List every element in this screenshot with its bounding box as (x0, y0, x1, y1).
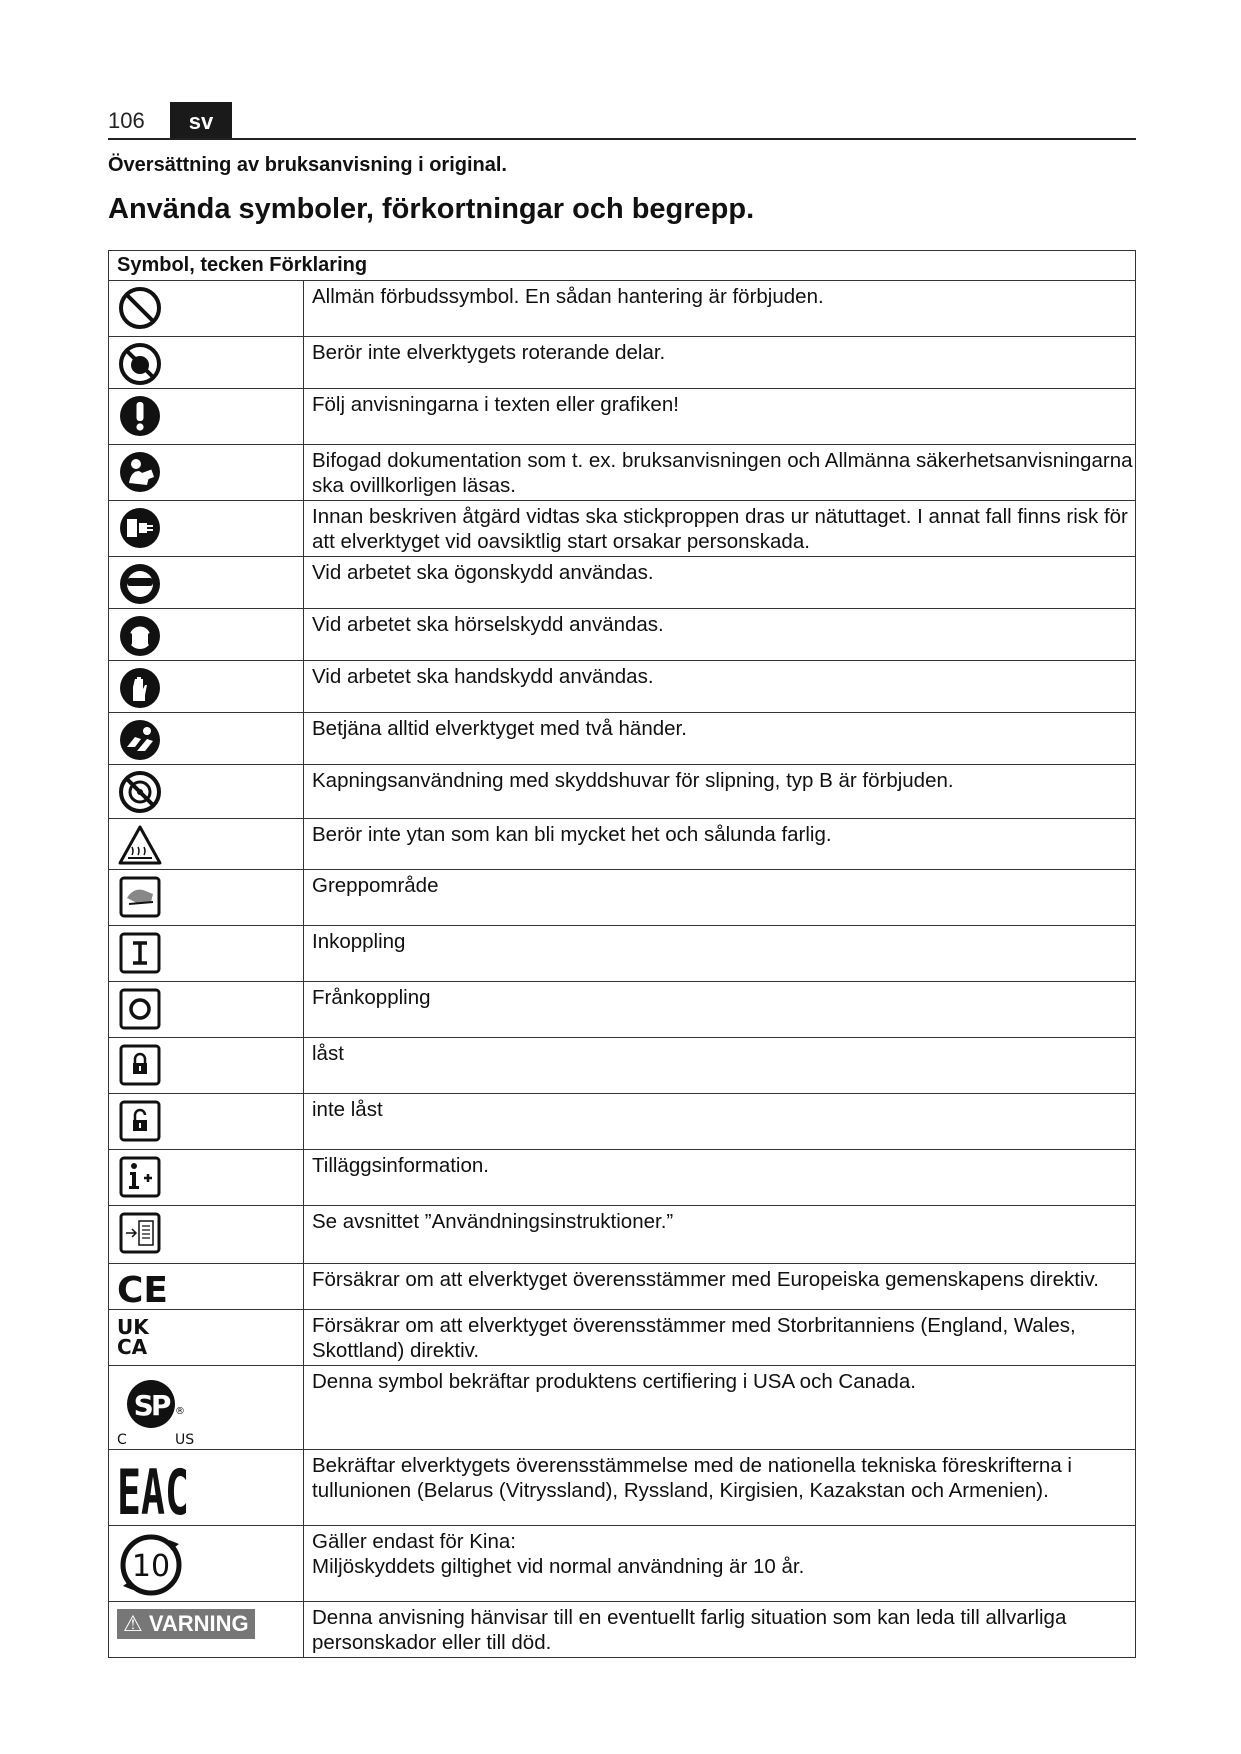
prohibition-icon (117, 285, 163, 331)
description-cell: Se avsnittet ”Användningsinstruktioner.” (304, 1206, 1136, 1264)
ear-protection-icon (117, 613, 163, 659)
unlocked-icon (117, 1098, 163, 1144)
symbol-cell (109, 1038, 304, 1094)
two-hands-icon (117, 717, 163, 763)
symbol-cell (109, 1094, 304, 1150)
description-cell: Inkoppling (304, 926, 1136, 982)
symbol-cell (109, 661, 304, 713)
symbol-cell (109, 1450, 304, 1529)
translation-note: Översättning av bruksanvisning i original. (108, 154, 507, 176)
switch-off-icon (117, 986, 163, 1032)
symbol-cell (109, 389, 304, 445)
page-title: Använda symboler, förkortningar och begrepp. (108, 193, 755, 225)
description-cell: Denna anvisning hänvisar till en eventuellt farlig situation som kan leda till allvarliga personskador eller till död. (304, 1602, 1136, 1658)
table-row (109, 1366, 1136, 1450)
symbol-cell (109, 1310, 304, 1366)
symbol-cell (109, 1366, 304, 1450)
symbol-cell (109, 926, 304, 982)
symbol-cell (109, 765, 304, 819)
description-cell: Denna symbol bekräftar produktens certifiering i USA och Canada. (304, 1366, 1136, 1450)
svg-text:®: ® (175, 1406, 185, 1417)
eac-mark-icon (117, 1454, 193, 1529)
table-row (109, 281, 1136, 337)
description-cell: Betjäna alltid elverktyget med två händer. (304, 713, 1136, 765)
table-row (109, 1526, 1136, 1602)
description-cell: Vid arbetet ska handskydd användas. (304, 661, 1136, 713)
table-row (109, 982, 1136, 1038)
table-row (109, 1264, 1136, 1310)
do-not-touch-rotating-parts-icon (117, 341, 163, 387)
symbols-table (108, 250, 1136, 1658)
table-row (109, 713, 1136, 765)
ce-mark-icon (117, 1268, 169, 1311)
locked-icon (117, 1042, 163, 1088)
symbol-cell (109, 609, 304, 661)
description-cell: Berör inte ytan som kan bli mycket het och sålunda farlig. (304, 819, 1136, 870)
table-row (109, 661, 1136, 713)
page-number: 106 (108, 108, 145, 133)
table-row (109, 819, 1136, 870)
table-row (109, 609, 1136, 661)
additional-info-icon (117, 1154, 163, 1200)
table-row (109, 337, 1136, 389)
table-row (109, 501, 1136, 557)
description-cell: Försäkrar om att elverktyget överensstämmer med Storbritanniens (England, Wales, Skottland) direktiv. (304, 1310, 1136, 1366)
symbol-cell (109, 819, 304, 870)
page-header (108, 100, 1136, 140)
warning-label-icon: ⚠ VARNING (117, 1609, 255, 1639)
table-column-header: Symbol, tecken Förklaring (109, 251, 1136, 281)
symbol-cell (109, 445, 304, 501)
switch-on-icon (117, 930, 163, 976)
symbol-cell (109, 281, 304, 337)
grip-area-icon (117, 874, 163, 920)
symbol-cell (109, 1264, 304, 1310)
table-row (109, 765, 1136, 819)
hand-protection-icon (117, 665, 163, 711)
svg-text:10: 10 (131, 1549, 171, 1584)
symbol-cell (109, 501, 304, 557)
unplug-icon (117, 505, 163, 551)
csa-mark-icon (117, 1370, 207, 1446)
description-cell: Allmän förbudssymbol. En sådan hantering är förbjuden. (304, 281, 1136, 337)
description-cell: Berör inte elverktygets roterande delar. (304, 337, 1136, 389)
symbol-cell (109, 1602, 304, 1658)
svg-text:SP: SP (133, 1389, 169, 1422)
svg-text:CE: CE (117, 1270, 169, 1311)
table-row (109, 445, 1136, 501)
no-cutting-with-guard-b-icon (117, 769, 163, 815)
description-cell: Innan beskriven åtgärd vidtas ska stickproppen dras ur nätuttaget. I annat fall finns risk för att elverktyget vid oavsiktlig start orsakar personskada. (304, 501, 1136, 557)
symbol-cell (109, 1150, 304, 1206)
symbol-cell (109, 713, 304, 765)
read-manual-icon (117, 449, 163, 495)
description-cell: Frånkoppling (304, 982, 1136, 1038)
table-row (109, 389, 1136, 445)
table-row (109, 1150, 1136, 1206)
language-tab: sv (170, 102, 232, 138)
table-row (109, 926, 1136, 982)
warning-label-text: VARNING (148, 1611, 249, 1636)
symbol-cell (109, 557, 304, 609)
description-cell: Bekräftar elverktygets överensstämmelse med de nationella tekniska föreskrifterna i tullunionen (Belarus (Vitryssland), Ryssland, Kirgisien, Kazakstan och Armenien). (304, 1450, 1136, 1526)
table-row (109, 1038, 1136, 1094)
description-cell: Kapningsanvändning med skyddshuvar för slipning, typ B är förbjuden. (304, 765, 1136, 819)
table-row (109, 1206, 1136, 1264)
description-cell: Bifogad dokumentation som t. ex. bruksanvisningen och Allmänna säkerhetsanvisningarna ska ovillkorligen läsas. (304, 445, 1136, 501)
exclamation-icon (117, 393, 163, 439)
symbol-cell (109, 337, 304, 389)
ukca-mark-icon (117, 1314, 163, 1360)
table-row (109, 557, 1136, 609)
svg-text:C: C (117, 1432, 127, 1448)
table-header-row (109, 251, 1136, 281)
description-cell: Gäller endast för Kina: Miljöskyddets giltighet vid normal användning är 10 år. (304, 1526, 1136, 1602)
table-row (109, 1602, 1136, 1658)
hot-surface-icon (117, 823, 163, 869)
table-row (109, 870, 1136, 926)
symbol-cell (109, 982, 304, 1038)
description-cell: låst (304, 1038, 1136, 1094)
description-cell: Greppområde (304, 870, 1136, 926)
description-cell: Försäkrar om att elverktyget överensstämmer med Europeiska gemenskapens direktiv. (304, 1264, 1136, 1310)
china-10-years-icon (117, 1530, 187, 1600)
see-section-icon (117, 1210, 163, 1256)
svg-text:UK: UK (117, 1315, 149, 1339)
eye-protection-icon (117, 561, 163, 607)
description-cell: Vid arbetet ska hörselskydd användas. (304, 609, 1136, 661)
table-row (109, 1450, 1136, 1526)
symbol-cell (109, 1526, 304, 1602)
description-cell: Följ anvisningarna i texten eller grafiken! (304, 389, 1136, 445)
description-cell: inte låst (304, 1094, 1136, 1150)
description-cell: Vid arbetet ska ögonskydd användas. (304, 557, 1136, 609)
symbol-cell (109, 1206, 304, 1264)
table-row (109, 1094, 1136, 1150)
table-row (109, 1310, 1136, 1366)
svg-text:CA: CA (117, 1335, 148, 1359)
svg-text:EAC: EAC (117, 1456, 189, 1529)
svg-text:US: US (175, 1432, 195, 1448)
symbol-cell (109, 870, 304, 926)
description-cell: Tilläggsinformation. (304, 1150, 1136, 1206)
